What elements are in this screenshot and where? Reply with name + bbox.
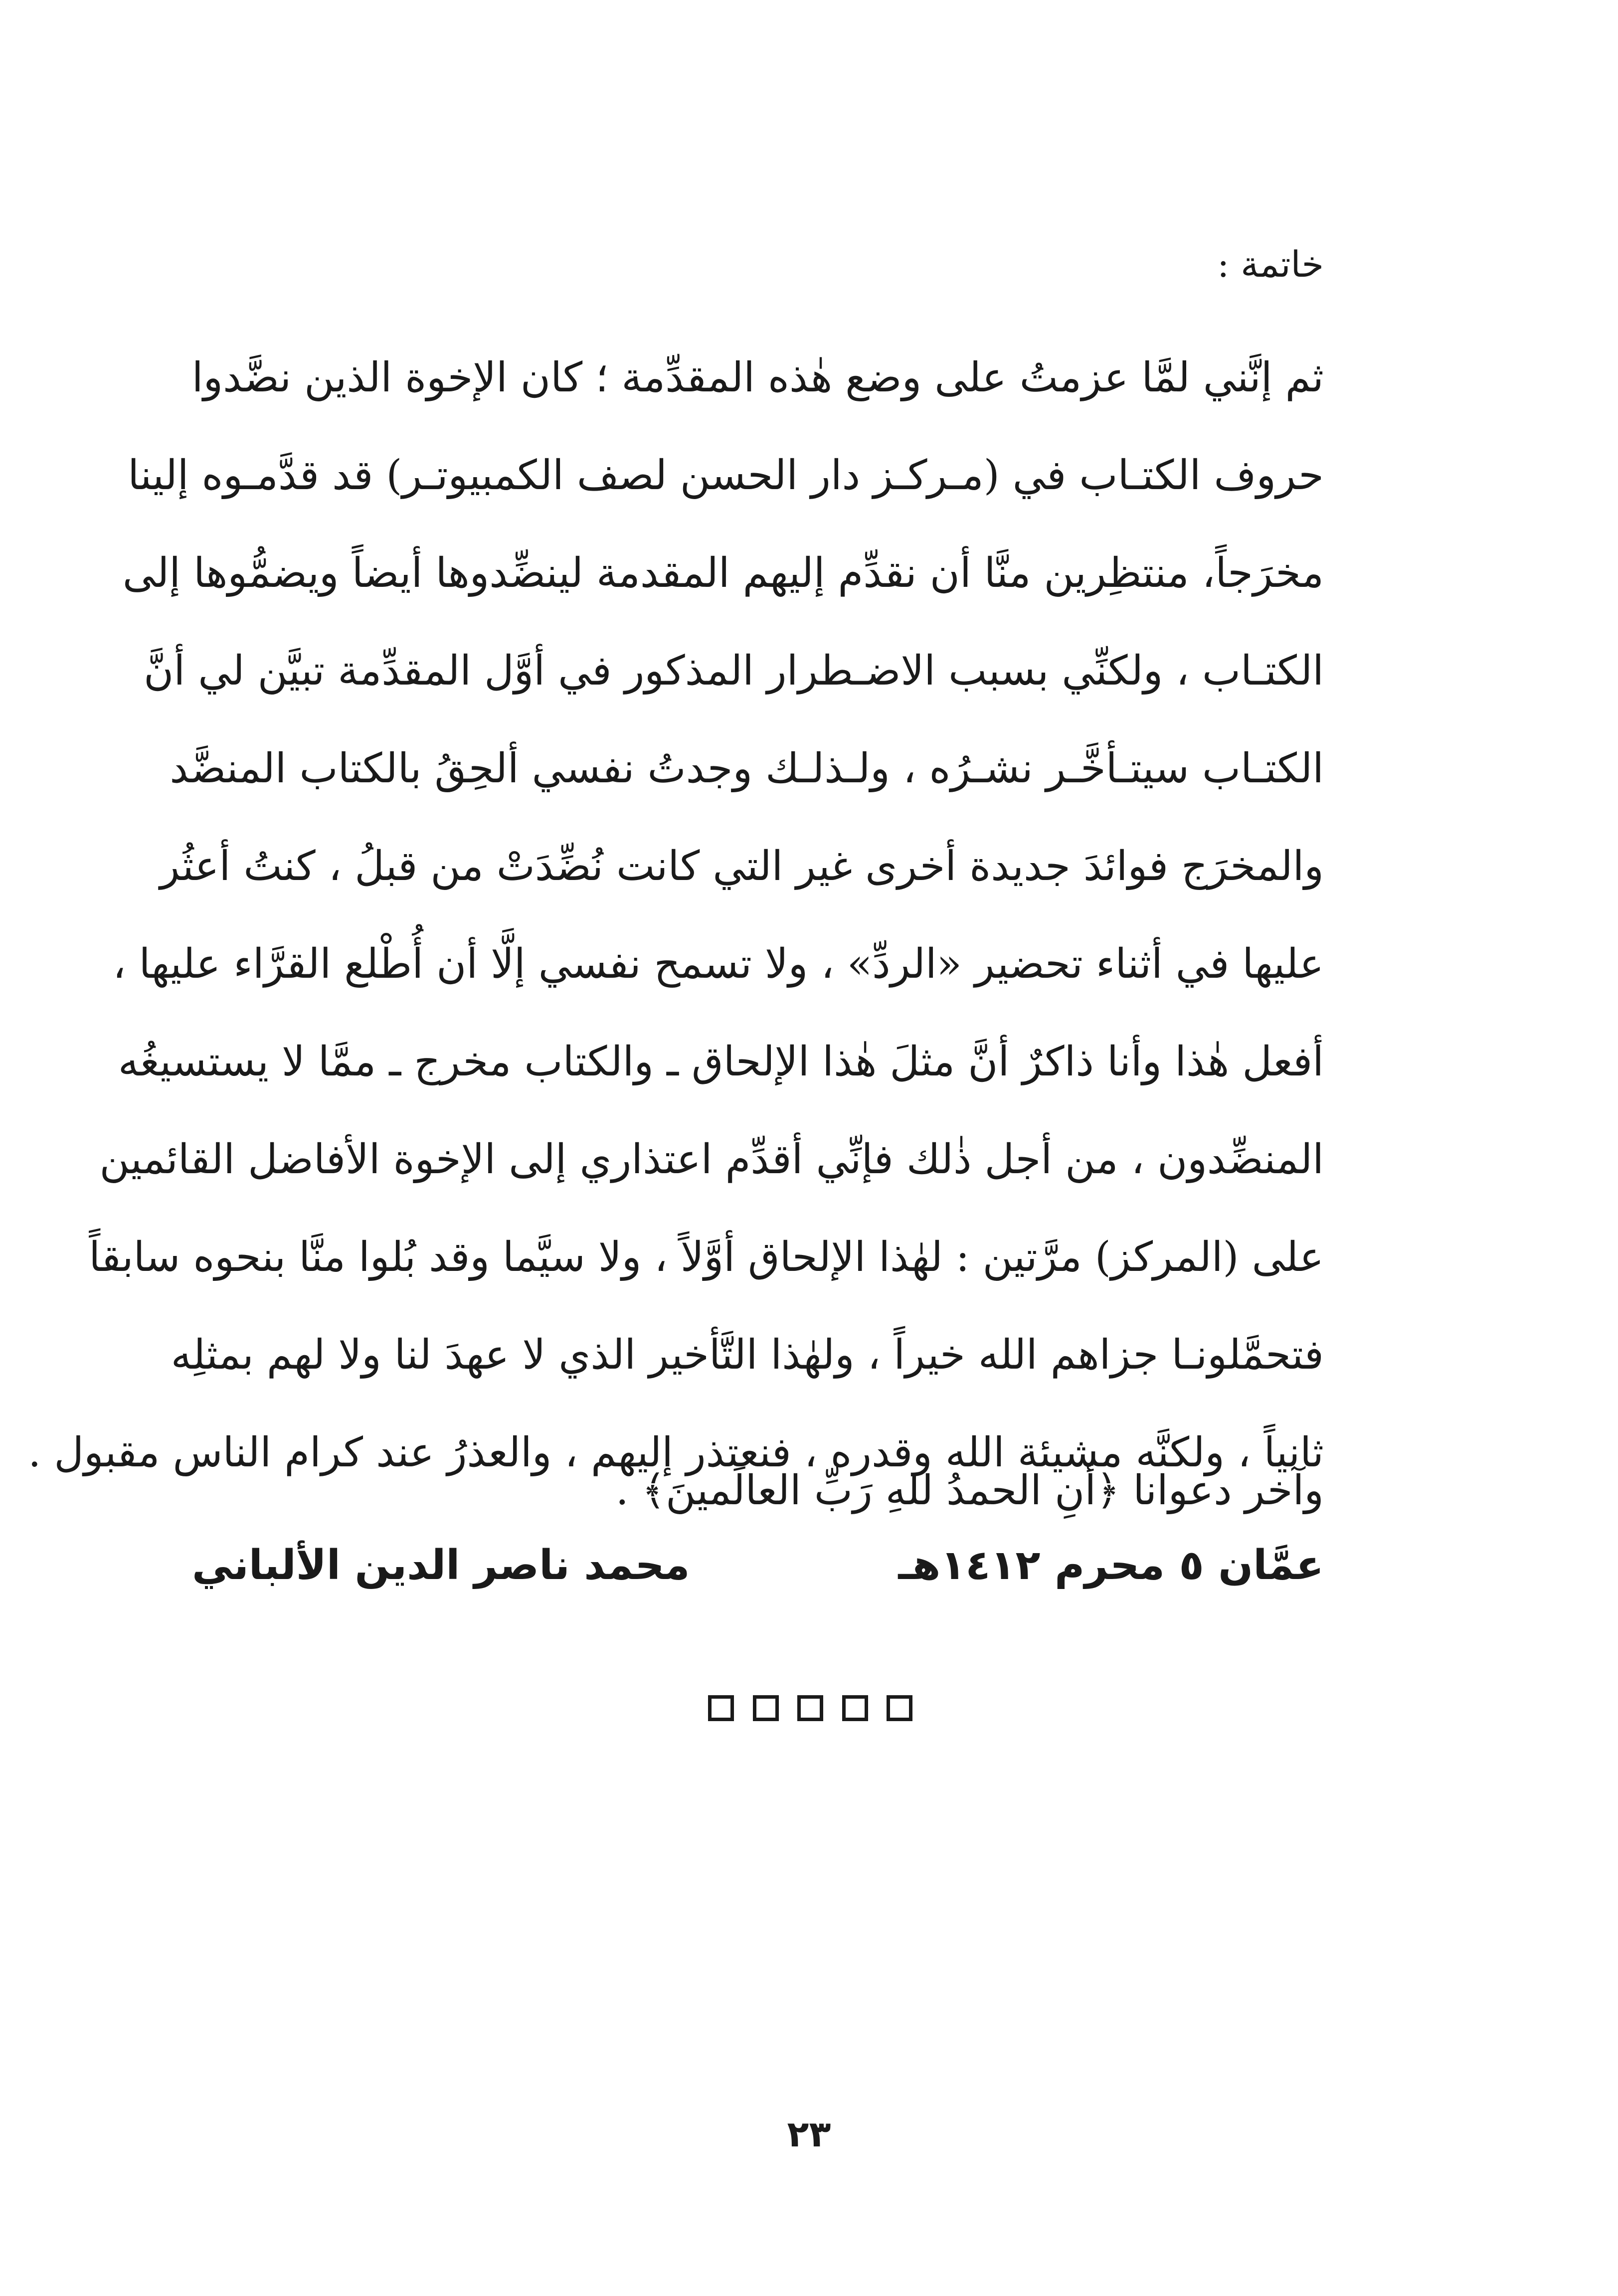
page-number: ٢٣ — [787, 2113, 831, 2155]
paragraph-line: الكتـاب سيتـأخَّـر نشـرُه ، ولـذلـك وجدتُ نفسي ألحِقُ بالكتاب المنضَّد — [170, 745, 1324, 792]
paragraph-line: الكتـاب ، ولكنِّي بسبب الاضـطرار المذكور في أوَّل المقدِّمة تبيَّن لي أنَّ — [144, 647, 1324, 695]
section-separator — [708, 1695, 912, 1727]
paragraph-line: مخرَجاً، منتظِرين منَّا أن نقدِّم إليهم المقدمة لينضِّدوها أيضاً ويضمُّوها إلى — [122, 549, 1324, 597]
signature-block — [192, 1526, 1324, 1605]
section-heading: خاتمة : — [1217, 243, 1324, 285]
closing-supplication: وآخر دعوانا ﴿أنِ الحمدُ للهِ رَبِّ العالَمينَ﴾ . — [615, 1467, 1324, 1514]
paragraph-line: والمخرَج فوائدَ جديدة أخرى غير التي كانت نُضِّدَتْ من قبلُ ، كنتُ أعثُر — [160, 843, 1324, 890]
paragraph-line: ثم إنَّني لمَّا عزمتُ على وضع هٰذه المقدِّمة ؛ كان الإخوة الذين نضَّدوا — [191, 354, 1324, 401]
paragraph-line: فتحمَّلونـا جزاهم الله خيراً ، ولهٰذا التَّأخير الذي لا عهدَ لنا ولا لهم بمثلِه — [171, 1331, 1324, 1379]
square-ornament-icon — [887, 1695, 912, 1721]
paragraph-line: المنضِّدون ، من أجل ذٰلك فإنِّي أقدِّم اعتذاري إلى الإخوة الأفاضل القائمين — [99, 1136, 1324, 1183]
square-ornament-icon — [753, 1695, 779, 1721]
square-ornament-icon — [708, 1695, 734, 1721]
paragraph-line: ثانياً ، ولكنَّه مشيئة الله وقدره ، فنعتذر إليهم ، والعذرُ عند كرام الناس مقبول . — [28, 1429, 1324, 1476]
body-paragraph — [28, 329, 1324, 1502]
square-ornament-icon — [842, 1695, 868, 1721]
square-ornament-icon — [797, 1695, 823, 1721]
paragraph-line: عليها في أثناء تحضير «الردِّ» ، ولا تسمح نفسي إلَّا أن أُطْلع القرَّاء عليها ، — [113, 940, 1324, 988]
paragraph-line: حروف الكتـاب في (مـركـز دار الحسن لصف الكمبيوتـر) قد قدَّمـوه إلينا — [128, 452, 1324, 499]
paragraph-line: أفعل هٰذا وأنا ذاكرٌ أنَّ مثلَ هٰذا الإلحاق ـ والكتاب مخرج ـ ممَّا لا يستسيغُه — [118, 1038, 1324, 1085]
paragraph-line: على (المركز) مرَّتين : لهٰذا الإلحاق أوَّلاً ، ولا سيَّما وقد بُلوا منَّا بنحوه سابقاً — [89, 1234, 1324, 1281]
author-name: محمد ناصر الدين الألباني — [192, 1542, 690, 1589]
place-date: عمَّان ٥ محرم ١٤١٢هـ — [898, 1542, 1324, 1589]
